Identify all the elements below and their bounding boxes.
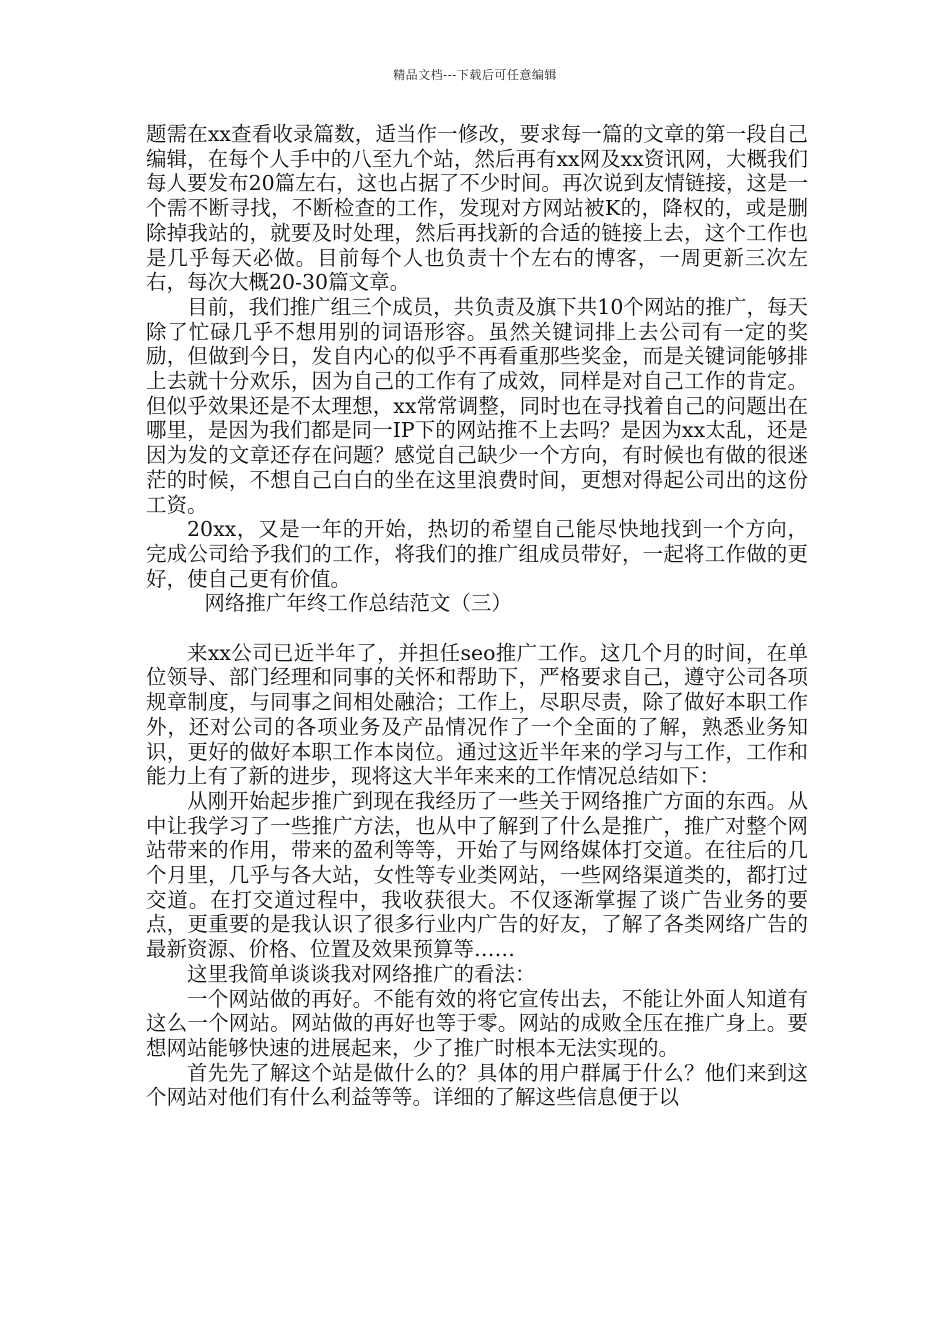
blank-line [146, 616, 808, 641]
paragraph: 目前，我们推广组三个成员，共负责及旗下共10个网站的推广，每天除了忙碌几乎不想用别的词语形容。虽然关键词排上去公司有一定的奖励，但做到今日，发自内心的似乎不再看重那些奖金，而是关键词能够排上去就十分欢乐，因为自己的工作有了成效，同样是对自己工作的肯定。但似乎效果还是不太理想，xx常常调整，同时也在寻找着自己的问题出在哪里，是因为我们都是同一IP下的网站推不上去吗？是因为xx太乱，还是因为发的文章还存在问题？感觉自己缺少一个方向，有时候也有做的很迷茫的时候，不想自己白白的坐在这里浪费时间，更想对得起公司出的这份工资。 [146, 294, 808, 517]
section-heading: 网络推广年终工作总结范文（三） [204, 591, 512, 616]
paragraph: 从刚开始起步推广到现在我经历了一些关于网络推广方面的东西。从中让我学习了一些推广方法，也从中了解到了什么是推广，推广对整个网站带来的作用，带来的盈利等等，开始了与网络媒体打交道。在往后的几个月里，几乎与各大站，女性等专业类网站，一些网络渠道类的，都打过交道。在打交道过程中，我收获很大。不仅逐渐掌握了谈广告业务的要点，更重要的是我认识了很多行业内广告的好友，了解了各类网络广告的最新资源、价格、位置及效果预算等…… [146, 788, 808, 962]
document-body [146, 122, 808, 1110]
paragraph: 这里我简单谈谈我对网络推广的看法： [187, 961, 536, 986]
paragraph: 20xx，又是一年的开始，热切的希望自己能尽快地找到一个方向，完成公司给予我们的工作，将我们的推广组成员带好，一起将工作做的更好，使自己更有价值。 [146, 517, 808, 591]
paragraph: 来xx公司已近半年了，并担任seo推广工作。这几个月的时间，在单位领导、部门经理和同事的关怀和帮助下，严格要求自己，遵守公司各项规章制度，与同事之间相处融洽；工作上，尽职尽责，除了做好本职工作外，还对公司的各项业务及产品情况作了一个全面的了解，熟悉业务知识，更好的做好本职工作本岗位。通过这近半年来的学习与工作，工作和能力上有了新的进步，现将这大半年来来的工作情况总结如下： [146, 640, 808, 789]
paragraph: 一个网站做的再好。不能有效的将它宣传出去，不能让外面人知道有这么一个网站。网站做的再好也等于零。网站的成败全压在推广身上。要想网站能够快速的进展起来，少了推广时根本无法实现的。 [146, 986, 808, 1060]
paragraph: 首先先了解这个站是做什么的？具体的用户群属于什么？他们来到这个网站对他们有什么利益等等。详细的了解这些信息便于以 [146, 1060, 808, 1110]
page-header: 精品文档---下载后可任意编辑 [393, 68, 557, 82]
paragraph-continuation: 题需在xx查看收录篇数，适当作一修改，要求每一篇的文章的第一段自己编辑，在每个人手中的八至九个站，然后再有xx网及xx资讯网，大概我们每人要发布20篇左右，这也占据了不少时间。再次说到友情链接，这是一个需不断寻找，不断检查的工作，发现对方网站被K的，降权的，或是删除掉我站的，就要及时处理，然后再找新的合适的链接上去，这个工作也是几乎每天必做。目前每个人也负责十个左右的博客，一周更新三次左右，每次大概20-30篇文章。 [146, 122, 808, 295]
